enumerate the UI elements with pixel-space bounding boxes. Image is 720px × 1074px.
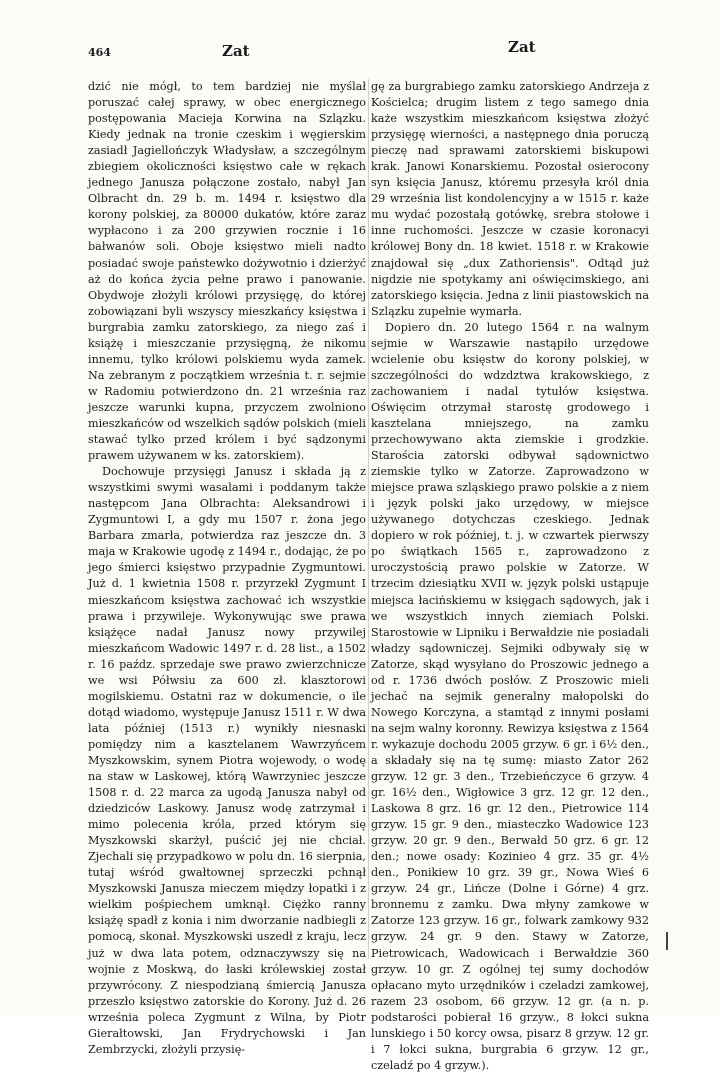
left-paragraph-2: Dochowuje przysięgi Janusz i składa ją z wszystkimi swymi wasalami i poddanym także następcom Jana Olbrachta: Aleksandrowi i Zygmuntowi I, a gdy mu 1507 r. żona jego Barbara zmarła, potwierdza raz jeszcze dn. 3 maja w Krakowie ugodę z 1494 r., dodając, że po jego śmierci księstwo przypadnie Zygmuntowi. Już d. 1 kwietnia 1508 r. przyrzekł Zygmunt I mieszkańcom księstwa zachować ich wszystkie prawa i przywileje. Wykonywując swe prawa książęce nadał Janusz nowy przywilej mieszkańcom Wadowic 1497 r. d. 28 list., a 1502 r. 16 paźdz. sprzedaje swe prawo zwierzchnicze we wsi Półwsiu za 600 zł. klasztorowi mogilskiemu. Ostatni raz w dokumencie, o ile dotąd wiadomo, występuje Janusz 1511 r. W dwa lata później (1513 r.) wynikły niesnaski pomiędzy nim a kasztelanem Wawrzyńcem Myszkowskim, synem Piotra wojewody, o wodę na staw w Laskowej, którą Wawrzyniec jeszcze 1508 r. d. 22 marca za ugodą Janusza nabył od dziedziców Laskowy. Janusz wodę zatrzymał i mimo polecenia króla, przed którym się Myszkowski skarżył, puścić jej nie chciał. Zjechali się przypadkowo w polu dn. 16 sierpnia, tutaj wśród gwałtownej sprzeczki pchnął Myszkowski Janusza mieczem między łopatki i z wielkim pośpiechem umknął. Ciężko ranny książę spadł z konia i nim dworzanie nadbiegli z pomocą, skonał. Myszkowski uszedł z kraju, lecz już w dwa lata potem, odznaczywszy się na wojnie z Moskwą, do łaski królewskiej został przywrócony. Z niespodzianą śmiercią Janusza przeszło księstwo zatorskie do Korony. Już d. 26 września poleca Zygmunt z Wilna, by Piotr Gierałtowski, Jan Frydrychowski i Jan Zembrzycki, złożyli przysię- bbox=[88, 465, 366, 1056]
page-number: 464 bbox=[88, 46, 111, 59]
left-running-head: Zat bbox=[222, 42, 250, 60]
right-column bbox=[371, 79, 649, 1072]
left-column bbox=[88, 79, 366, 1056]
column-divider bbox=[368, 79, 369, 959]
right-running-head: Zat bbox=[508, 38, 536, 56]
margin-bracket bbox=[660, 932, 668, 950]
right-paragraph-2: Dopiero dn. 20 lutego 1564 r. na walnym sejmie w Warszawie nastąpiło urzędowe wcielenie obu księstw do korony polskiej, w szczególności do wdzdztwa krakowskiego, z zachowaniem i nadal tytułów księstwa. Oświęcim otrzymał starostę grodowego i kasztelana mniejszego, na zamku przechowywano akta ziemskie i grodzkie. Starościa zatorski odbywał sądownictwo ziemskie tylko w Zatorze. Zaprowadzono w miejsce prawa szląskiego prawo polskie a z niem i język polski jako urzędowy, w miejsce używanego dotychczas czeskiego. Jednak dopiero w rok później, t. j. w czwartek pierwszy po świątkach 1565 r., zaprowadzono z uroczystością prawo polskie w Zatorze. W trzecim dziesiątku XVII w. język polski ustąpuje miejsca łacińskiemu w księgach sądowych, jak i we wszystkich innych ziemiach Polski. Starostowie w Lipniku i Berwałdzie nie posiadali władzy sądowniczej. Sejmiki odbywały się w Zatorze, skąd wysyłano do Proszowic jednego a od r. 1736 dwóch posłów. Z Proszowic mieli jechać na sejmik generalny małopolski do Nowego Korczyna, a stamtąd z innymi posłami na sejm walny koronny. Rewizya księstwa z 1564 r. wykazuje dochodu 2005 grzyw. 6 gr. i 6½ den., a składały się na tę sumę: miasto Zator 262 grzyw. 12 gr. 3 den., Trzebieńczyce 6 grzyw. 4 gr. 16½ den., Wigłowice 3 grz. 12 gr. 12 den., Laskowa 8 grz. 16 gr. 12 den., Pietrowice 114 grzyw. 15 gr. 9 den., miasteczko Wadowice 123 grzyw. 20 gr. 9 den., Berwałd 50 grz. 6 gr. 12 den.; nowe osady: Kozinieo 4 grz. 35 gr. 4½ den., Ponikiew 10 grz. 39 gr., Nowa Wieś 6 grzyw. 24 gr., Lińcze (Dolne i Górne) 4 grz. bronnemu z zamku. Dwa młyny zamkowe w Zatorze 123 grzyw. 16 gr., folwark zamkowy 932 grzyw. 24 gr. 9 den. Stawy w Zatorze, Pietrowicach, Wadowicach i Berwałdzie 360 grzyw. 10 gr. Z ogólnej tej sumy dochodów opłacano myto urzędników i czeladzi zamkowej, razem 23 osobom, 66 grzyw. 12 gr. (a n. p. podstarości pobierał 16 grzyw., 8 łokci sukna lunskiego i 50 korcy owsa, pisarz 8 grzyw. 12 gr. i 7 łokci sukna, burgrabia 6 grzyw. 12 gr., czeladź po 4 grzyw.). bbox=[371, 320, 649, 1072]
page-header bbox=[0, 38, 720, 60]
left-paragraph-1: dzić nie mógł, to tem bardziej nie myślał poruszać całej sprawy, w obec energicznego postępowania Macieja Korwina na Szlązku. Kiedy jednak na tronie czeskim i węgierskim zasiadł Jagiellończyk Władysław, a szczególnym zbiegiem okoliczności księstwo całe w rękach jednego Janusza połączone zostało, nabył Jan Olbracht dn. 29 b. m. 1494 r. księstwo dla korony polskiej, za 80000 dukatów, które zaraz wypłacono i za 200 grzywien rocznie i 16 bałwanów soli. Oboje księstwo mieli nadto posiadać swoje państewko dożywotnio i dzierżyć aż do końca życia pełne prawo i panowanie. Obydwoje złożyli królowi przysięgę, do której zobowiązani byli wszyscy mieszkańcy księstwa i burgrabia zamku zatorskiego, za niego zaś i książę i mieszczanie przysięgną, że nikomu innemu, tylko królowi polskiemu wyda zamek. Na zebranym z początkiem września t. r. sejmie w Radomiu potwierdzono dn. 21 września raz jeszcze warunki kupna, przyczem zwolniono mieszkańców od wszelkich sądów polskich (mieli stawać tylko przed królem i być sądzonymi prawem używanem w ks. zatorskiem). bbox=[88, 80, 366, 463]
right-paragraph-1: gę za burgrabiego zamku zatorskiego Andrzeja z Kościelca; drugim listem z tego samego dnia każe wszystkim mieszkańcom księstwa złożyć przysięgę wierności, a następnego dnia poruczą pieczę nad sprawami zatorskiemi biskupowi krak. Janowi Konarskiemu. Pozostał osierocony syn księcia Janusz, któremu przesyła król dnia 29 września list kondolencyjny a w 1515 r. każe mu wydać pozostałą gotówkę, srebra stołowe i inne ruchomości. Jeszcze w czasie koronacyi królowej Bony dn. 18 kwiet. 1518 r. w Krakowie znajdował się „dux Zathoriensis". Odtąd już nigdzie nie spotykamy ani oświęcimskiego, ani zatorskiego księcia. Jedna z linii piastowskich na Szlązku zupełnie wymarła. bbox=[371, 80, 649, 318]
